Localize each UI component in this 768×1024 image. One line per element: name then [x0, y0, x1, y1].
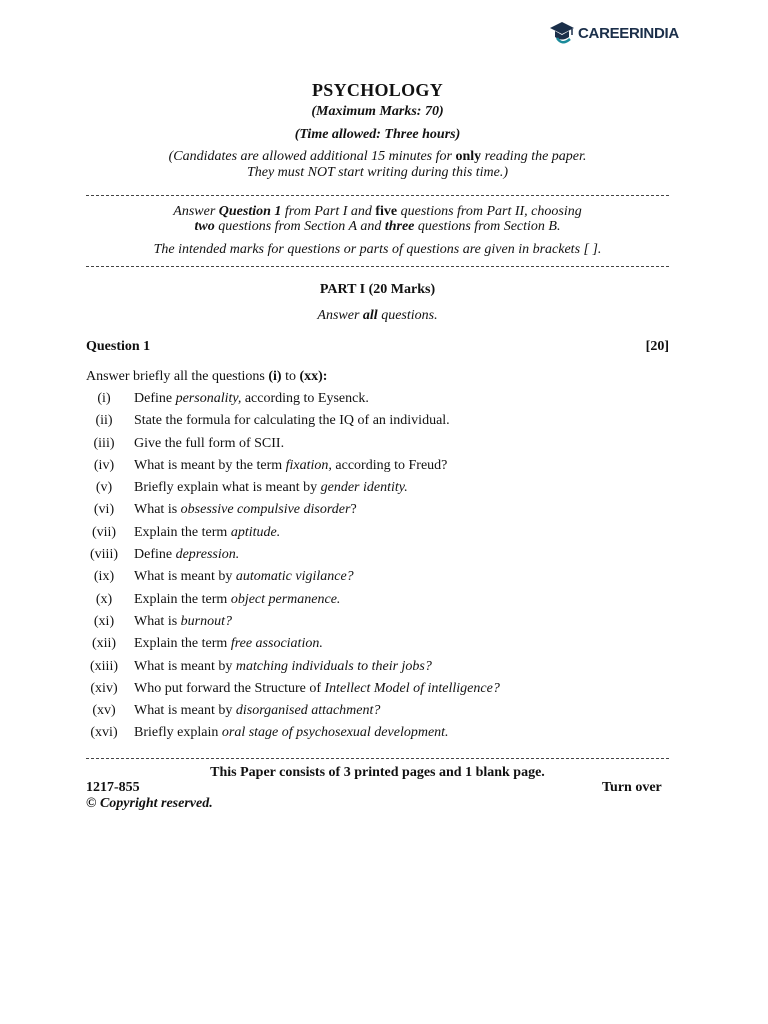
answer-text: questions. [377, 308, 438, 323]
cand-text-a: Candidates are allowed additional 15 minutes for [173, 149, 456, 164]
instr-bold: Question 1 [218, 204, 282, 219]
instr-text: from Part I and [281, 204, 376, 219]
list-item [86, 569, 669, 591]
logo-india-text: INDIA [639, 24, 679, 42]
item-text-plain: Who put forward the Structure of [134, 680, 325, 696]
item-text-plain: Briefly explain [134, 725, 222, 741]
item-number: (ii) [95, 413, 113, 429]
item-text-plain: State the formula for calculating the IQ of an individual. [134, 413, 450, 429]
item-text [134, 413, 450, 429]
dashed-divider [86, 758, 669, 759]
item-text-italic: obsessive compulsive disorder [180, 502, 351, 518]
cand-text-c: reading the paper. [481, 149, 587, 164]
item-text-italic: Intellect Model of intelligence? [324, 680, 500, 696]
answer-all-note [86, 308, 669, 324]
list-item [86, 725, 669, 747]
lead-bold: (i) [268, 369, 282, 384]
instr-text: questions from Section A and [214, 219, 385, 234]
instruction-line2 [86, 219, 669, 235]
item-text-plain: What is meant by the term [134, 457, 286, 473]
list-item [86, 391, 669, 413]
item-text [134, 592, 340, 608]
item-text-plain: What is [134, 502, 181, 518]
careerindia-logo [548, 20, 679, 46]
list-item [86, 525, 669, 547]
instr-text: questions from Part II, choosing [397, 204, 582, 219]
item-text [134, 614, 232, 630]
logo-career-text: CAREER [578, 24, 640, 42]
item-text [134, 502, 357, 518]
cand-text-only: only [455, 149, 482, 164]
item-text [134, 391, 369, 407]
item-text-italic: matching individuals to their jobs? [235, 658, 432, 674]
item-number: (vii) [91, 524, 117, 540]
dashed-divider [86, 195, 669, 196]
item-text-plain: What is [134, 613, 181, 629]
list-item [86, 547, 669, 569]
list-item [86, 458, 669, 480]
instr-text: Answer [173, 204, 219, 219]
item-text-plain: What is meant by [134, 569, 236, 585]
list-item [86, 681, 669, 703]
answer-text: Answer [317, 308, 363, 323]
item-number: (vi) [93, 502, 115, 518]
list-item [86, 636, 669, 658]
item-text [134, 681, 500, 697]
item-text-plain: Define [134, 547, 176, 563]
item-text-italic: burnout? [180, 613, 232, 629]
item-number: (xv) [92, 703, 116, 719]
item-text-italic: depression. [175, 547, 240, 563]
item-number: (xii) [91, 636, 117, 652]
instr-text: questions from Section B. [414, 219, 561, 234]
item-text-italic: personality, [175, 391, 242, 406]
time-allowed: (Time allowed: Three hours) [294, 127, 461, 142]
list-item [86, 614, 669, 636]
dashed-divider [86, 266, 669, 267]
item-number: (i) [97, 391, 111, 406]
item-text-italic: oral stage of psychosexual development. [221, 725, 449, 741]
logo-wordmark [578, 25, 679, 42]
lead-text: Answer briefly all the questions [86, 369, 269, 384]
paper-code: 1217-855 [86, 780, 140, 795]
question-header [86, 339, 669, 355]
instruction-line3: The intended marks for questions or parts of questions are given in brackets [ ]. [153, 242, 602, 257]
item-text-italic: gender identity. [320, 480, 408, 496]
lead-text: to [281, 369, 300, 384]
question-lead [86, 369, 327, 385]
item-number: (x) [95, 591, 113, 607]
item-text [134, 458, 447, 474]
instr-bold: three [384, 219, 415, 234]
list-item [86, 480, 669, 502]
item-text-italic: free association. [230, 636, 323, 652]
cand-line2-text: They must NOT start writing during this time. [246, 165, 504, 180]
item-text-plain: Define [134, 391, 176, 406]
list-item [86, 413, 669, 435]
item-text [134, 547, 239, 563]
item-number: (xi) [93, 613, 115, 629]
list-item [86, 659, 669, 681]
item-number: (iv) [93, 457, 115, 473]
graduation-cap-icon [548, 20, 576, 46]
item-text-italic: automatic vigilance? [235, 569, 354, 585]
item-text [134, 636, 323, 652]
item-text-italic: disorganised attachment? [235, 703, 381, 719]
item-text-tail: according to Eysenck. [241, 391, 369, 406]
part-title: PART I (20 Marks) [319, 282, 436, 297]
item-number: (xvi) [90, 725, 118, 741]
item-text [134, 659, 432, 675]
item-number: (ix) [93, 569, 115, 585]
lead-bold: (xx): [299, 369, 328, 384]
max-marks: (Maximum Marks: 70) [311, 104, 444, 119]
item-text-plain: Briefly explain what is meant by [134, 480, 321, 496]
question-list [86, 391, 669, 748]
item-text-tail: ? [350, 502, 357, 518]
item-text-plain: Give the full form of SCII. [134, 435, 285, 451]
question-label: Question 1 [86, 339, 151, 354]
item-text-plain: Explain the term [134, 524, 231, 540]
item-text-italic: object permanence. [230, 591, 341, 607]
item-text-italic: aptitude. [230, 524, 281, 540]
candidates-note-line2: They must NOT start writing during this time.) [246, 165, 509, 180]
item-number: (xiii) [90, 658, 118, 674]
item-text [134, 703, 380, 719]
question-marks: [20] [645, 339, 669, 354]
instruction-line1 [86, 204, 669, 220]
turn-over-note: Turn over [602, 780, 662, 795]
item-text-plain: Explain the term [134, 636, 231, 652]
item-number: (iii) [93, 435, 115, 451]
list-item [86, 592, 669, 614]
item-text-plain: What is meant by [134, 703, 236, 719]
item-text-italic: fixation, [285, 457, 332, 473]
list-item [86, 703, 669, 725]
list-item [86, 502, 669, 524]
instr-bold: five [375, 204, 398, 219]
item-text-plain: What is meant by [134, 658, 236, 674]
item-text [134, 569, 354, 585]
page-count-note: This Paper consists of 3 printed pages and 1 blank page. [210, 765, 545, 780]
item-text [134, 725, 449, 741]
answer-bold: all [362, 308, 378, 323]
item-text [134, 480, 408, 496]
candidates-note-line1: (Candidates are allowed additional 15 minutes for only reading the paper. [168, 149, 587, 164]
instr-bold: two [194, 219, 215, 234]
item-number: (v) [95, 480, 113, 496]
copyright-note: © Copyright reserved. [86, 796, 213, 811]
item-text-plain: Explain the term [134, 591, 231, 607]
item-number: (xiv) [90, 680, 118, 696]
item-text-tail: according to Freud? [331, 457, 448, 473]
list-item [86, 436, 669, 458]
paper-title: PSYCHOLOGY [311, 80, 443, 100]
item-number: (viii) [90, 547, 118, 563]
item-text [134, 525, 280, 541]
item-text [134, 436, 284, 452]
